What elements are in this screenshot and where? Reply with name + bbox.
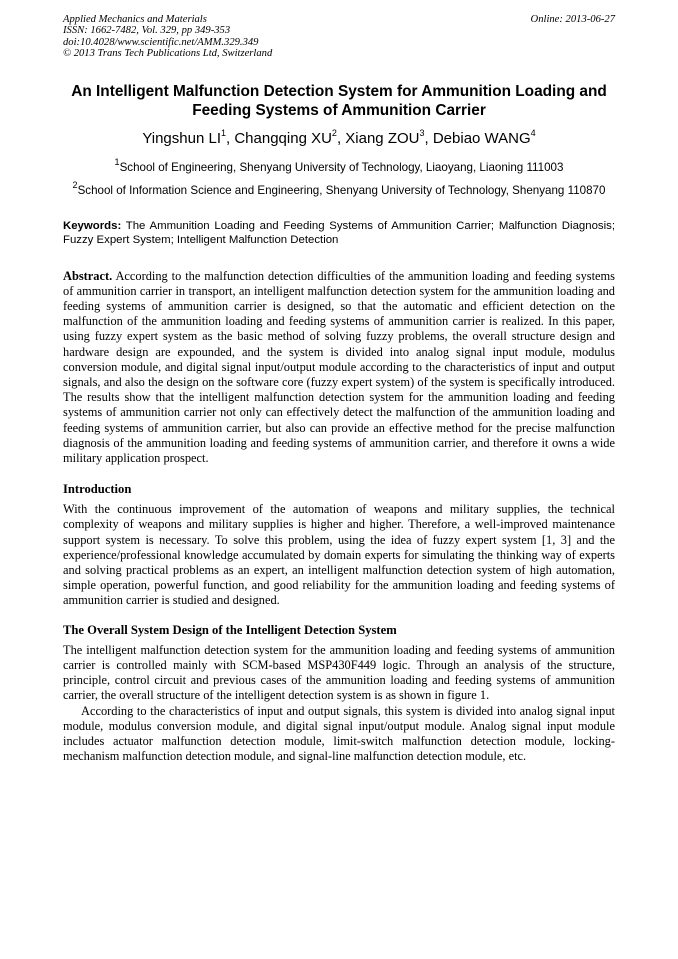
author-list [63, 127, 615, 148]
abstract [63, 269, 615, 467]
author: Xiang ZOU$^3$, [345, 127, 433, 147]
abstract-text: According to the malfunction detection difficulties of the ammunition loading and feeding systems of ammunition carrier in transport, an intelligent malfunction detection system for the ammunition loading and feeding systems of ammunition carrier is designed, so that the automatic and efficient detection on the malfunction of the ammunition loading and feeding systems of ammunition carrier is realized. In this paper, using fuzzy expert system as the basic method of solving fuzzy problems, the overall structure design and hardware design are expounded, and the system is divided into analog signal input module, modulus conversion module, and digital signal input/output module according to the characteristics of input and output signals, and also the design on the software core (fuzzy expert system) of the system is specifically introduced. The results show that the intelligent malfunction detection system for the ammunition loading and feeding systems of ammunition carrier not only can effectively detect the malfunction of the ammunition loading and feeding systems of ammunition carrier, but also can provide an effective method for the precise malfunction diagnosis of the ammunition loading and feeding systems of ammunition carrier, and therefore it owns a wide military application prospect. [63, 268, 615, 466]
abstract-label: Abstract. [63, 268, 113, 283]
author: Debiao WANG$^4$ [432, 127, 536, 147]
author: Changqing $XU^2$, [234, 127, 346, 147]
issn-line: ISSN: 1662-7482, Vol. 329, pp 349-353 [63, 25, 231, 37]
paper-title: An Intelligent Malfunction Detection System for Ammunition Loading and Feeding Systems of Ammunition Carrier [71, 82, 607, 119]
affiliation-1: $^1$School of Engineering, Shenyang University of Technology, Liaoyang, Liaoning 111003 [114, 156, 564, 174]
copyright-line: © 2013 Trans Tech Publications Ltd, Switzerland [63, 48, 273, 60]
system-design-paragraph-1: The intelligent malfunction detection system for the ammunition loading and feeding systems of ammunition carrier is controlled mainly with SCM-based MSP430F449 logic. Through an analysis of the structure, principle, control circuit and previous cases of the ammunition loading and feeding systems of ammunition carrier, the overall structure of the intelligent detection system is as shown in figure 1. [63, 642, 615, 703]
author: Yingshun $LI^1$, [142, 127, 235, 147]
system-design-heading: The Overall System Design of the Intelligent Detection System [63, 622, 397, 637]
doi-line: doi:10.4028/www.scientific.net/AMM.329.349 [63, 36, 259, 48]
online-date: Online: 2013-06-27 [530, 14, 615, 25]
journal-name: Applied Mechanics and Materials [63, 14, 207, 25]
introduction-paragraph: With the continuous improvement of the automation of weapons and military supplies, the technical complexity of weapons and military supplies is higher and higher. Therefore, a well-improved maintenance support system is necessary. To solve this problem, using the idea of fuzzy expert system [1, 3] and the experience/professional knowledge accumulated by domain experts for simulating the thinking way of experts and solving practical problems as an expert, an intelligent malfunction detection system of high automation, simple operation, powerful function, and good reliability for the ammunition loading and feeding systems of ammunition carrier is studied and designed. [63, 502, 615, 608]
journal-header [63, 14, 615, 60]
affiliation-2: $^2$School of Information Science and Engineering, Shenyang University of Technology, Shenyang 110870 [72, 179, 606, 197]
keywords [63, 219, 615, 247]
introduction-heading: Introduction [63, 482, 132, 497]
system-design-paragraph-2: According to the characteristics of input and output signals, this system is divided into analog signal input module, modulus conversion module, and digital signal input/output module. Analog signal input module includes actuator malfunction detection module, limit-switch malfunction detection module, locking-mechanism malfunction detection module, and signal-line malfunction detection module, etc. [63, 703, 615, 764]
paper-page [63, 14, 615, 764]
keywords-label: Keywords: [63, 219, 122, 232]
journal-info [63, 14, 272, 60]
keywords-text: The Ammunition Loading and Feeding Systems of Ammunition Carrier; Malfunction Diagnosis; Fuzzy Expert System; Intelligent Malfunction Detection [63, 219, 615, 246]
